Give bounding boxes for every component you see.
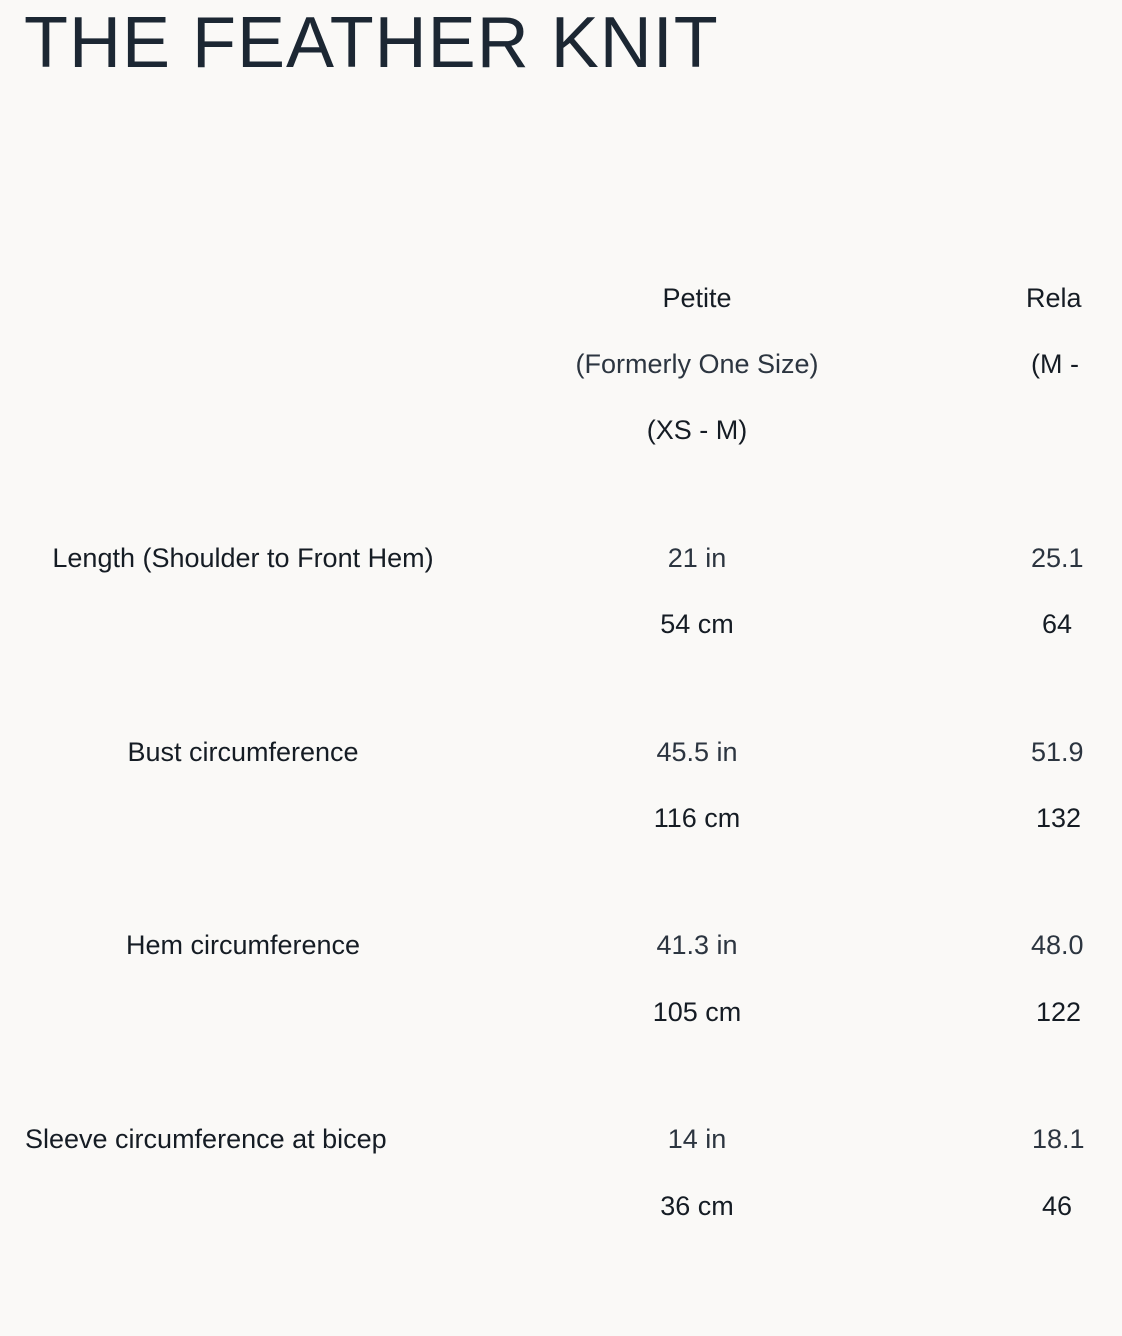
column-note-relaxed: (M - bbox=[1031, 349, 1079, 379]
cell-hem-petite-in: 41.3 in bbox=[656, 930, 738, 960]
cell-sleeve-relaxed-in: 18.1 bbox=[1032, 1124, 1085, 1154]
cell-sleeve-relaxed-cm: 46 bbox=[1042, 1191, 1073, 1221]
cell-hem-relaxed-in: 48.0 bbox=[1031, 930, 1084, 960]
cell-sleeve-petite-in: 14 in bbox=[667, 1124, 727, 1154]
column-range-petite: (XS - M) bbox=[646, 415, 748, 445]
cell-length-petite-cm: 54 cm bbox=[660, 609, 734, 639]
row-label-length: Length (Shoulder to Front Hem) bbox=[52, 543, 434, 573]
row-label-sleeve: Sleeve circumference at bicep bbox=[25, 1124, 387, 1154]
column-header-petite: Petite bbox=[662, 283, 732, 313]
column-note-petite: (Formerly One Size) bbox=[575, 349, 819, 379]
cell-length-relaxed-in: 25.1 bbox=[1031, 543, 1084, 573]
cell-bust-relaxed-cm: 132 bbox=[1036, 803, 1082, 833]
cell-bust-petite-in: 45.5 in bbox=[656, 737, 738, 767]
cell-length-petite-in: 21 in bbox=[667, 543, 727, 573]
cell-sleeve-petite-cm: 36 cm bbox=[660, 1191, 734, 1221]
cell-length-relaxed-cm: 64 bbox=[1042, 609, 1073, 639]
row-label-hem: Hem circumference bbox=[125, 930, 361, 960]
cell-bust-petite-cm: 116 cm bbox=[653, 803, 741, 833]
cell-hem-petite-cm: 105 cm bbox=[652, 997, 742, 1027]
row-label-bust: Bust circumference bbox=[127, 737, 359, 767]
cell-bust-relaxed-in: 51.9 bbox=[1031, 737, 1084, 767]
cell-hem-relaxed-cm: 122 bbox=[1036, 997, 1082, 1027]
column-header-relaxed: Rela bbox=[1026, 283, 1082, 313]
page-title: THE FEATHER KNIT bbox=[24, 3, 719, 83]
